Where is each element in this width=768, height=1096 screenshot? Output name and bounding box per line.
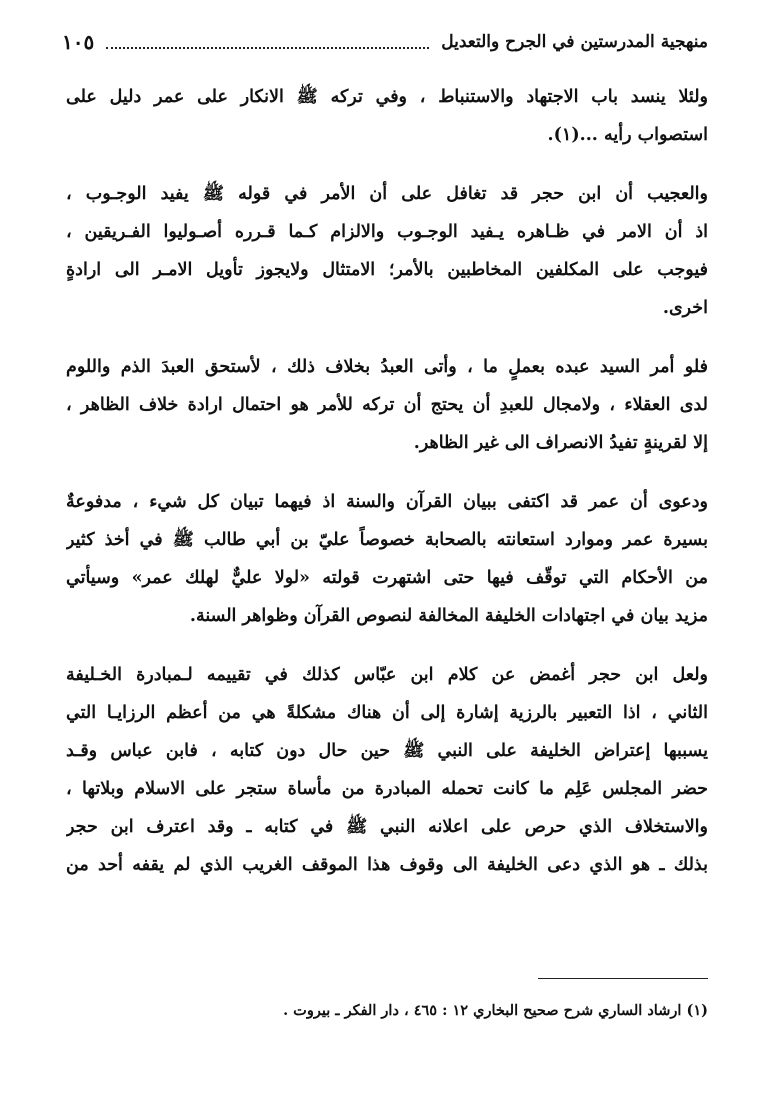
text-line: مزيد بيان في اجتهادات الخليفة المخالفة لنصوص القرآن وظواهر السنة. bbox=[189, 606, 708, 626]
text-line: اخرى. bbox=[662, 298, 708, 318]
header-dot-leader bbox=[106, 35, 429, 49]
text-line: بذلك ـ هو الذي دعى الخليفة الى وقوف هذا الموقف الغريب الذي لم يقفه أحد من bbox=[66, 855, 708, 875]
text-line: حضر المجلس عَلِم ما كانت تحمله المبادرة من مأساة ستجر على الاسلام وبلاتها ، bbox=[66, 779, 708, 799]
text-line: فلو أمر السيد عبده بعملٍ ما ، وأتى العبدُ بخلاف ذلك ، لأستحق العبدَ الذم واللوم bbox=[66, 357, 708, 377]
text-line: والاستخلاف الذي حرص على اعلانه النبي ﷺ في كتابه ـ وقد اعترف ابن حجر bbox=[66, 817, 708, 837]
text-line: يسببها إعتراض الخليفة على النبي ﷺ حين حال دون كتابه ، فابن عباس وقـد bbox=[66, 741, 708, 761]
text-line: استصواب رأيه ...(١). bbox=[547, 125, 708, 145]
text-line: بسيرة عمر وموارد استعانته بالصحابة خصوصاً عليّ بن أبي طالب ﷺ في أخذ كثير bbox=[66, 530, 708, 550]
text-line: لدى العقلاء ، ولامجال للعبدِ أن يحتج أن تركه للأمر هو احتمال ارادة خلاف الظاهر ، bbox=[66, 395, 708, 415]
text-line: إلا لقرينةٍ تفيدُ الانصراف الى غير الظاهر. bbox=[413, 433, 708, 453]
text-line: اذ أن الامر في ظـاهره يـفيد الوجـوب والالزام كـما قـرره أصـوليوا الفـريقين ، bbox=[66, 222, 708, 242]
footnote: (١) ارشاد الساري شرح صحيح البخاري ١٢ : ٤٦٥ ، دار الفكر ـ بيروت . bbox=[283, 1002, 708, 1019]
text-line: ولئلا ينسد باب الاجتهاد والاستنباط ، وفي تركه ﷺ الانكار على عمر دليل على bbox=[66, 87, 708, 107]
paragraph-1 bbox=[66, 78, 708, 154]
text-line: ولعل ابن حجر أغمض عن كلام ابن عبّاس كذلك في تقييمه لـمبادرة الخـليفة bbox=[66, 665, 708, 685]
text-line: من الأحكام التي توقّف فيها حتى اشتهرت قولته «لولا عليٌّ لهلك عمر» وسيأتي bbox=[66, 568, 708, 588]
page-number: ١٠٥ bbox=[62, 30, 95, 54]
text-line: والعجيب أن ابن حجر قد تغافل على أن الأمر في قوله ﷺ يفيد الوجـوب ، bbox=[66, 184, 708, 204]
paragraph-4 bbox=[66, 483, 708, 635]
text-line: ودعوى أن عمر قد اكتفى ببيان القرآن والسنة اذ فيهما تبيان كل شيء ، مدفوعةٌ bbox=[66, 492, 708, 512]
text-line: فيوجب على المكلفين المخاطبين بالأمر؛ الامتثال ولايجوز تأويل الامـر الى ارادةٍ bbox=[66, 260, 708, 280]
footnote-divider bbox=[538, 978, 708, 979]
paragraph-5 bbox=[66, 656, 708, 884]
page-body bbox=[66, 78, 708, 884]
paragraph-3 bbox=[66, 348, 708, 462]
text-line: الثاني ، اذا التعبير بالرزية إشارة إلى أن هناك مشكلةً هي من أعظم الرزايـا التي bbox=[66, 703, 708, 723]
paragraph-2 bbox=[66, 175, 708, 327]
page-header bbox=[62, 28, 708, 56]
running-title: منهجية المدرستين في الجرح والتعديل bbox=[441, 32, 708, 52]
